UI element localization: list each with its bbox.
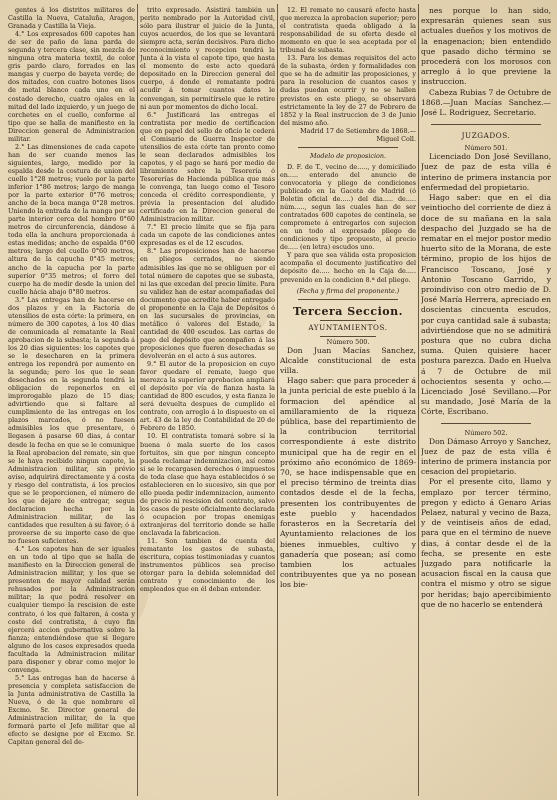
notice-body: [421, 6, 551, 118]
notice-number: Número 502.: [464, 428, 508, 437]
section-subtitle: AYUNTAMIENTOS.: [308, 322, 388, 332]
paragraph: 4.° Los expresados 600 capotes han de ser de paño de lana parda de segunda y tercera clase, sin mezcla de ninguna otra materia textil, de color gris pardo claro, forrados en las mangas y cuerpo de bayeta verde; de dos mitades, con cuatro botones lisos de metal blanco cada uno en el costado derecho, cuatro ojales en la mitad del lado izquierdo, y un juego de corchetes en el cuello, conforme al tipo que se halla de manifiesto en la Direccion general de Administracion militar.: [8, 30, 135, 143]
paragraph: 5.° Las entregas han de hacerse á presencia y completa satisfaccion de la Junta administrativa de Castilla la Nueva, ó de la que nombrare el Excmo. Sr. Director general de Administracion militar, de la que formará parte el Jefe militar que al efecto se designe por el Excmo. Sr. Capitan general del de-: [8, 673, 135, 747]
paragraph: Licenciado Don José Sevillano, Juez de paz de esta villa é interino de primera instancia por enfermedad del propietario.: [421, 152, 551, 192]
juzgados-heading: JUZGADOS.: [461, 131, 511, 141]
paragraph: 9.° El autor de la proposicion en cuyo favor quedare el remate, luego que merezca la superior aprobacion ampliará el depósito por vía de fianza hasta la cantidad de 800 escudos, y esta fianza le será devuelta despues de cumplido el contrato, con arreglo á lo dispuesto en el art. 43 de la ley de Contabilidad de 20 de Febrero de 1850.: [140, 360, 275, 433]
paragraph: Y para que sea válida esta proposicion acompaña el documento justificativo del depósito de..... hecho en la Caja de..... prevenido en la condicion 8.ª del pliego.: [280, 251, 416, 284]
paragraph: 6.° Justificará las entregas el contratista por medio de certificacion que en papel del sello de oficio le cederá el Comisario de Guerra Inspector de utensilios de esta córte tan pronto como le sean declarados admisibles los capotes, y el pago se hará por medio de libramiento sobre la Tesorería ó Tesorerías de Hacienda pública que más le convenga, tan luego como el Tesoro conceda el crédito correspondiente, y prévia la presentacion del aludido certificado en la Direccion general de Administracion militar.: [140, 110, 275, 224]
notice-body: [421, 152, 551, 417]
paragraph: 7.° El precio límite que se fija para cada un capote de las condiciones antes expresadas es el de 12 escudos.: [140, 223, 275, 248]
column-1: [8, 6, 135, 796]
signature-note: (Fecha y firma del proponente.): [296, 286, 400, 295]
divider: [320, 320, 376, 321]
divider: [298, 299, 398, 300]
notice-number: Número 501.: [464, 144, 508, 153]
column-4: [421, 6, 551, 796]
paragraph: D. F. de T., vecino de....., y domiciliado en..... enterado del anuncio de convocatoria y pliego de condiciones publicado en la Gaceta de Madrid (ó Boletin oficial de.....) del dia..... de..... núm....., segun las cuales han de ser contratados 600 capotes de centinela, se compromete á entregarlos con sujecion en un todo al expresado pliego de condiciones y tipo propuesto, al precio de..... (en letra) escudos uno.: [280, 162, 416, 252]
column-3: [280, 6, 416, 796]
paragraph: gentes á los distritos militares de Castilla la Nueva, Cataluña, Aragon, Granada y Castilla la Vieja.: [8, 6, 135, 31]
notice-number: Número 500.: [326, 337, 370, 346]
column-rule: [277, 4, 278, 796]
column-rule: [137, 4, 138, 796]
paragraph: Don Juan Macías Sanchez, Alcalde constitucional de esta villa.: [280, 345, 416, 376]
paragraph: nes porque lo han sido, expresarán quienes sean sus actuales dueños y los motivos de la enagenacion; bien entendido que pasado dicho término se procederá con los morosos con arreglo á lo que previene la instruccion.: [421, 6, 551, 87]
paragraph: 3.° Las entregas han de hacerse en dos plazos y en la Factoría de utensilios de esta córte: la primera, en número de 300 capotes, á los 40 dias de comunicada al rematante la Real aprobacion de la subasta; la segunda á los 20 dias siguientes: los capotes que se le desecharen en la primera entrega los repondrá por aumento en la segunda; pero los que le sean desechados en la segunda tendrá la obligacion de reponerlos en el improrogable plazo de 15 dias; advirtiendo que si faltare al cumplimiento de las entregas en los plazos marcados, ó no fuesen admisibles los que presentare, ó llegasen á pasarse 60 dias, á contar desde la fecha en que se le comunique la Real aprobacion del remate, sin que se le haya recibido ningun capote, la Administracion militar, sin prévio aviso, adquirirá directamente y á costa y riesgo del contratista, á los precios que se le proporcionen, el número de los que dejare de entregar, segun declaracion hecha por la Administracion militar, de las cantidades que resulten á su favor; ó á proveerse de su importe caso de que no fuesen suficientes.: [8, 295, 135, 546]
paragraph: 11. Son tambien de cuenta del rematante los gastos de subasta, escritura, copias testimoniadas y cuantos instrumentos públicos sea preciso otorgar para la debida solemnidad del contrato y conocimiento de los empleados que en él deban entender.: [140, 537, 275, 594]
notice-body: [421, 437, 551, 610]
divider: [431, 124, 541, 125]
paragraph: 10. El contratista tomará sobre sí la buena ó mala suerte de los casos fortuitos, sin que por ningun concepto pueda reclamar indemnizacion, así como si se le recargasen derechos ó impuestos de toda clase que haya establecidos ó se establecieren en lo sucesivo, sin que por ello pueda pedir indemnizacion, aumento de precio ni rescision del contrato, salvo los casos de peste oficialmente declarada ó ocupacion por tropas enemigas extranjeras del territorio donde se halle enclavada la fabricacion.: [140, 432, 275, 538]
paragraph: Don Dámaso Arroyo y Sanchez, Juez de paz de esta villa é interino de primera instancia por cesacion del propietario.: [421, 436, 551, 477]
paragraph: Por el presente cito, llamo y emplazo por tercer término, pregon y edicto á Genaro Arias Pelaez, natural y vecino de Baza, y de veintiseis años de edad, para que en el término de nueve dias, á contar desde el de la fecha, se presente en este Juzgado para notificarle la acusacion fiscal en la causa que contra el mismo y otro se sigue por heridas; bajo apercibimiento que de no hacerlo se entenderá: [421, 477, 551, 609]
paragraph: Hago saber: que para proceder á la junta pericial de este pueblo á la formacion del apéndice al amillaramiento de la riqueza pública, base del repartimiento de la contribucion territorial correspondiente á este distrito municipal que ha de regir en el próximo año económico de 1869-70, se hace indispensable que en el preciso término de treinta dias contados desde el de la fecha, presenten los contribuyentes de este pueblo y hacendados forasteros en la Secretaría del Ayuntamiento relaciones de los bienes inmuebles, cultivo y ganadería que posean; así como tambien los actuales contribuyentes que ya no posean los bie-: [280, 376, 416, 590]
paragraph: 13. Para los demas requisitos del acto de la subasta, órden y formalidades con que se ha de admitir las proposiciones, y para la resolucion de cuantos casos y dudas puedan ocurrir y no se hallen previstos en este pliego, se observará estrictamente la ley de 27 de Febrero de 1852 y la Real instruccion de 3 de Junio del mismo año.: [280, 54, 416, 127]
divider: [298, 147, 398, 148]
divider: [320, 336, 376, 337]
model-title: Modelo de proposicion.: [310, 151, 386, 160]
notice-body: [280, 346, 416, 591]
column-rule: [418, 4, 419, 796]
paragraph: Hago saber: que en el dia veintiocho del corriente de diez á doce de su mañana en la sala despacho del Juzgado se ha de rematar en el mejor postor medio huerto sito de la Morana, de este término, propio de los hijos de Francisco Toscano, José y Antonio Toscano Garrido, y proindiviso con otro medio de D. José María Herrera, apreciado en doscientas cincuenta escudos, por cuya cantidad sale á subasta; advirtiéndose que no se admitirá postura que no cubra dicha suma. Quien quisiere hacer postura parezca. Dado en Huelva á 7 de Octubre de mil ochocientos sesenta y ocho.—Licenciado José Sevillano.—Por su mandado, José María de la Córte, Escribano.: [421, 193, 551, 417]
signature-line: Madrid 17 de Setiembre de 1868.—Miguel Coll.: [300, 126, 416, 143]
paragraph: trito expresado. Asistirá también un perito nombrado por la Autoridad civil, sólo para ilustrar el juicio de la Junta, cuyos acuerdos, de los que se levantará siempre acta, serán decisivos. Para dicho reconocimiento y recepcion tendrá la Junta á la vista el capote tipo, que hasta el momento de este acto quedará depositado en la Direccion general del cuerpo, á donde el rematante podrá acudir á tomar cuantos datos le convengan, sin permitírsele que le retire ni aun por momentos de dicho local.: [140, 6, 275, 111]
column-2: [140, 6, 275, 796]
paragraph: 2.° Las dimensiones de cada capote han de ser cuando menos las siguientes, largo, medido por la espalda desde la costura de union del cuello 1°28 metros; vuelo por la parte inferior 1°86 metros; largo de manga por la parte exterior 0°76 metros; ancho de la boca manga 0°28 metros. Uniendo la entrada de la manga por su parte interior cerca del hombro 0°60 metros de circunferencia, dándose á toda ella la anchura proporcionada á estas medidas; ancho de espalda 0°60 metros; largo del cuello 0°60 metros, altura de la capucha 0°45 metros; ancho de la capucha por la parte superior 0°35 metros; el forro del cuerpo ha de medir desde la union del cuello hácia abajo 0°80 metros.: [8, 142, 135, 296]
paragraph: 12. El remate no causará efecto hasta que merezca la aprobacion superior; pero el contratista queda obligado á la responsabilidad de su oferta desde el momento en que le sea aceptada por el tribunal de subasta.: [280, 6, 416, 55]
paragraph: 8.° Las proposiciones han de hacerse en pliegos cerrados, no siendo admisibles las que no se obliguen por el total número de capotes que se subasta, ni las que excedan del precio límite. Para su validez han de estar acompañadas del documento que acredite haber entregado el proponente en la Caja de Depósitos ó en las sucursales de provincias, en metálico ó valores del Estado, la cantidad de 400 escudos. Las cartas de pago del depósito que acompañen á las proposiciones que fueren desechadas se devolverán en el acto á sus autores.: [140, 247, 275, 361]
paragraph: Cabeza Rubias 7 de Octubre de 1868.—Juan Macías Sanchez.—José L. Rodriguez, Secretario.: [421, 87, 551, 118]
paragraph: 4.° Los capotes han de ser iguales en un todo al tipo que se halla de manifiesto en la Direccion general de Administracion militar, y los que se presenten de mayor calidad serán rehusados por la Administracion militar; la que podrá resolver en cualquier tiempo la rescision de este contrato, ó los que faltaren, á costa y coste del contratista, á cuyo fin ejercerá accion gubernativa sobre la fianza; entendiéndose que si llegare alguno de los casos expresados queda facultada la Administracion militar para disponer y obrar como mejor le convenga.: [8, 545, 135, 674]
divider: [441, 423, 531, 424]
section-title: Tercera Seccion.: [293, 304, 403, 318]
